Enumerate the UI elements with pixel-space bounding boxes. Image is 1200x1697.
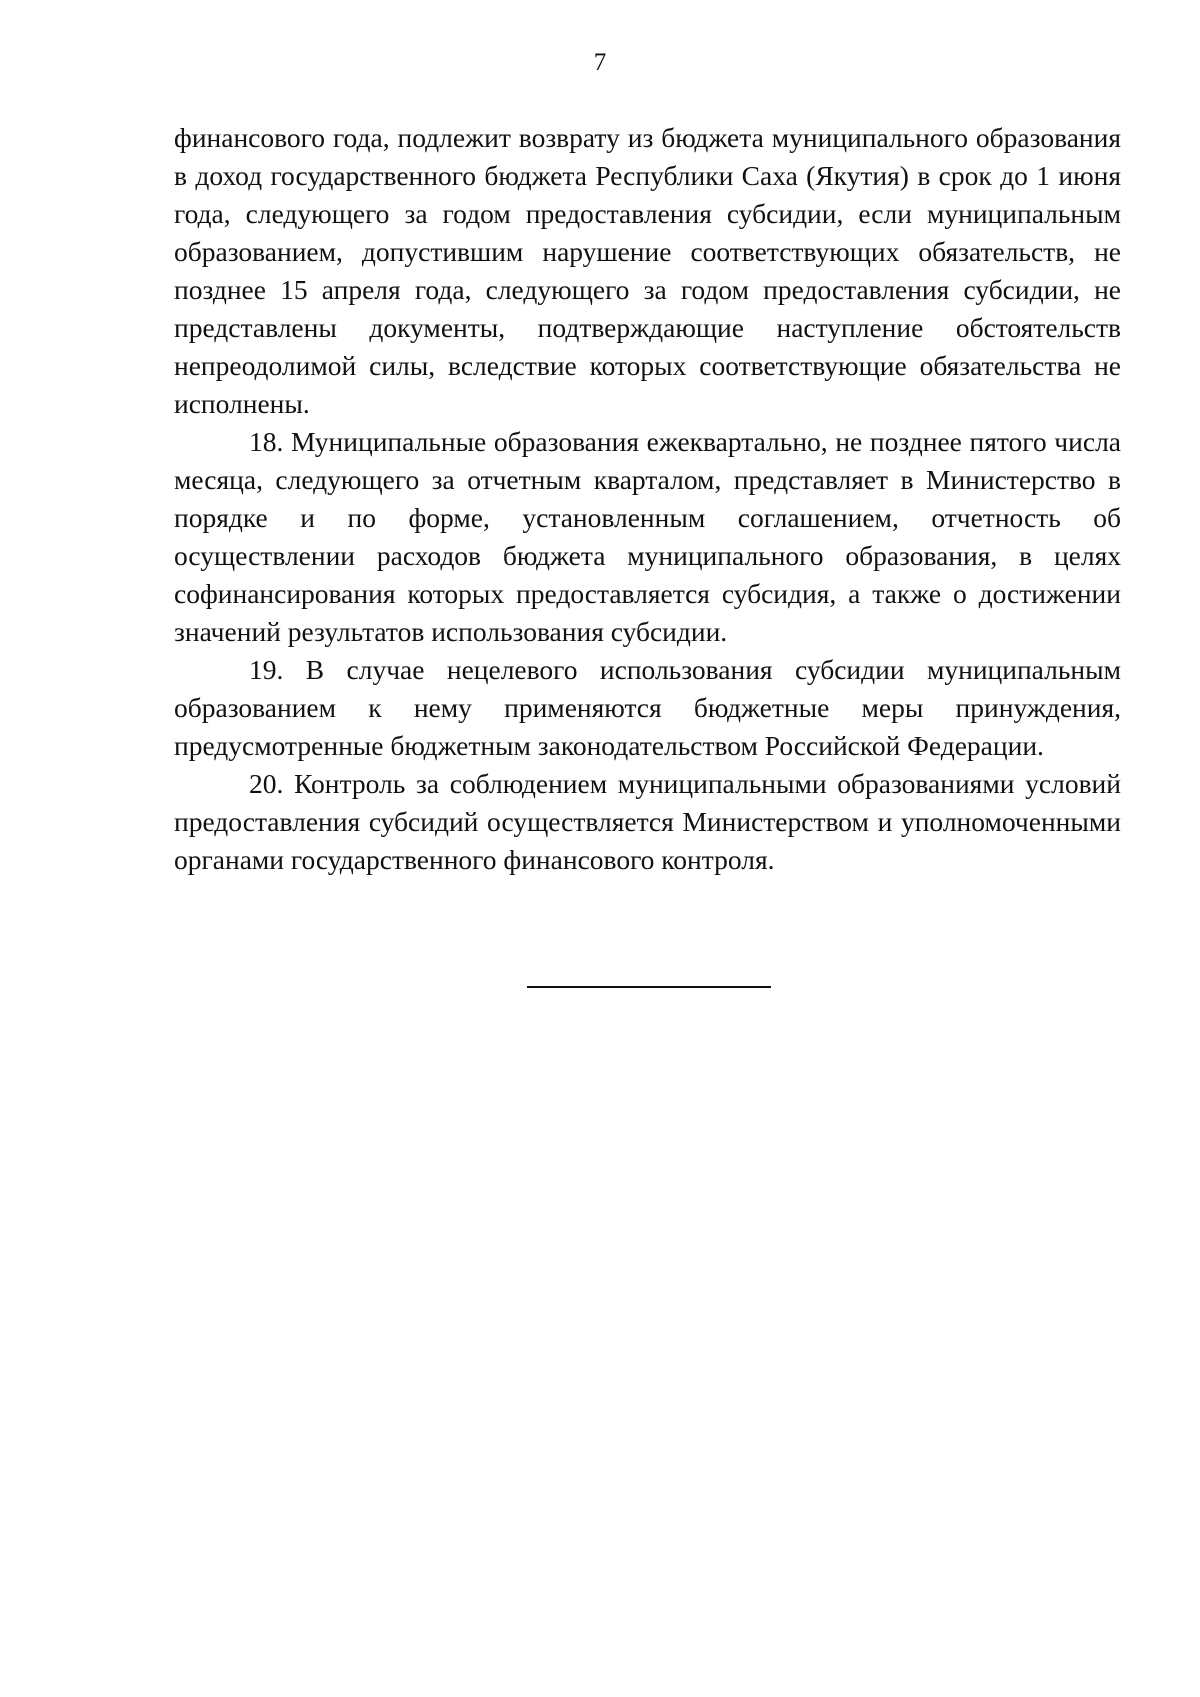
paragraph-item-20: 20. Контроль за соблюдением муниципальными образованиями условий предоставления субсидий осуществляется Министерством и уполномоченными органами государственного финансового контроля.	[174, 768, 1121, 875]
end-of-document-divider	[527, 986, 771, 988]
paragraph-continuation: финансового года, подлежит возврату из бюджета муниципального образования в доход государственного бюджета Республики Саха (Якутия) в срок до 1 июня года, следующего за годом предоставления субсидии, если муниципальным образованием, допустившим нарушение соответствующих обязательств, не позднее 15 апреля года, следующего за годом предоставления субсидии, не представлены документы, подтверждающие наступление обстоятельств непреодолимой силы, вследствие которых соответствующие обязательства не исполнены.	[174, 122, 1121, 419]
page-number: 7	[593, 49, 607, 76]
paragraph-item-19: 19. В случае нецелевого использования субсидии муниципальным образованием к нему применяются бюджетные меры принуждения, предусмотренные бюджетным законодательством Российской Федерации.	[174, 654, 1121, 761]
document-body	[174, 119, 1121, 879]
paragraph-item-18: 18. Муниципальные образования ежеквартально, не позднее пятого числа месяца, следующего за отчетным кварталом, представляет в Министерство в порядке и по форме, установленным соглашением, отчетность об осуществлении расходов бюджета муниципального образования, в целях софинансирования которых предоставляется субсидия, а также о достижении значений результатов использования субсидии.	[174, 426, 1121, 647]
